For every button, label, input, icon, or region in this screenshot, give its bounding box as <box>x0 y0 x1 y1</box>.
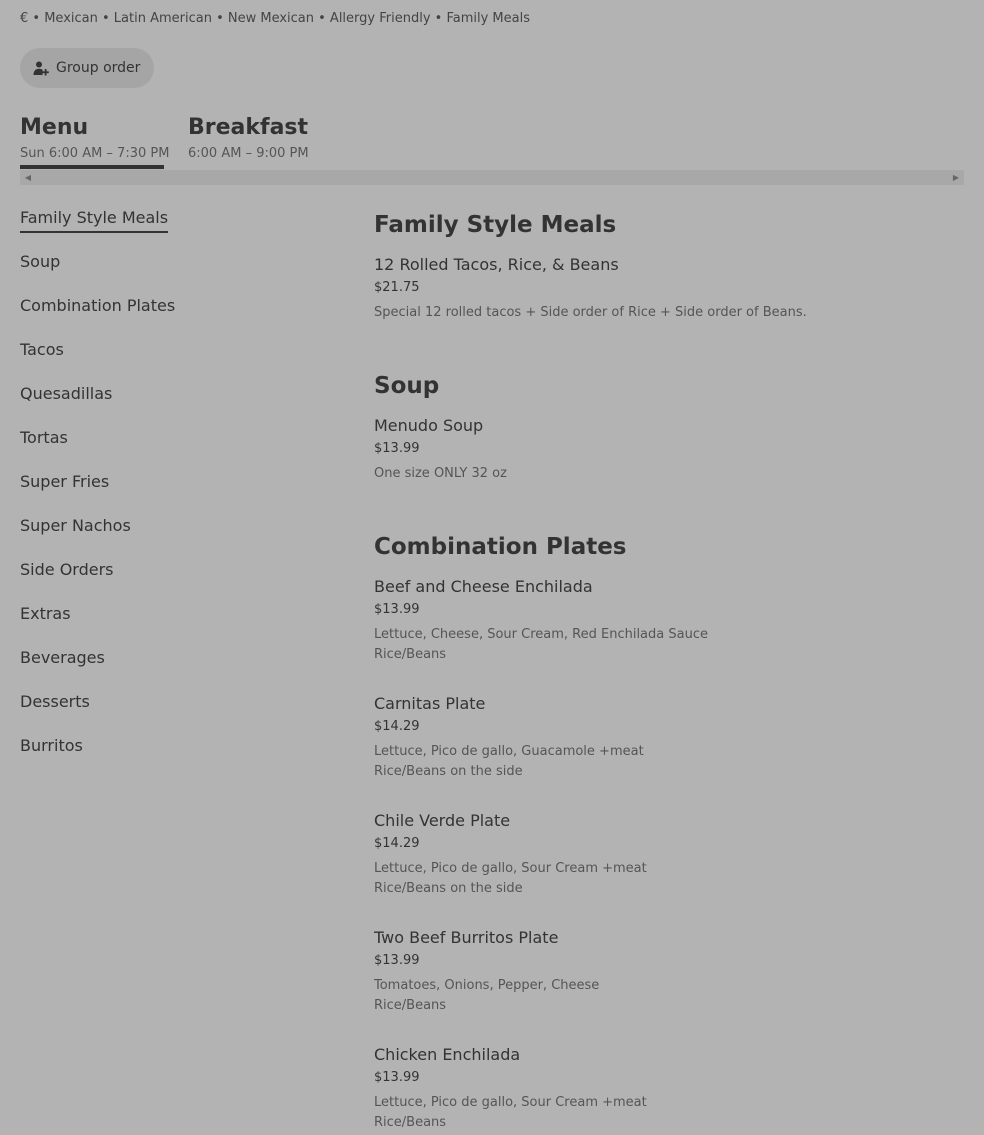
group-order-button[interactable] <box>20 48 154 88</box>
sidebar-item-burritos[interactable] <box>20 734 320 778</box>
sidebar-item-super-nachos[interactable] <box>20 514 320 558</box>
menu-content <box>374 210 964 1133</box>
sidebar-item-beverages[interactable] <box>20 646 320 690</box>
sidebar-item-label: Extras <box>20 604 71 623</box>
menu-item-description: Tomatoes, Onions, Pepper, Cheese Rice/Beans <box>374 978 600 1013</box>
menu-item-name: Two Beef Burritos Plate <box>374 928 559 947</box>
menu-item-price: $13.99 <box>374 441 420 456</box>
menu-item[interactable] <box>374 1044 964 1133</box>
sidebar-item-label: Side Orders <box>20 560 114 579</box>
menu-item-description: Lettuce, Cheese, Sour Cream, Red Enchilada Sauce Rice/Beans <box>374 627 708 662</box>
menu-item-price: $14.29 <box>374 719 420 734</box>
menu-item[interactable] <box>374 927 964 1016</box>
scroll-right-arrow-icon[interactable]: ▶ <box>952 173 960 182</box>
section-combination-plates <box>374 532 964 1133</box>
section-title: Family Style Meals <box>374 212 617 238</box>
menu-item-name: Chile Verde Plate <box>374 811 511 830</box>
menu-item[interactable] <box>374 693 964 782</box>
tab-breakfast[interactable] <box>188 114 309 161</box>
menu-item-price: $13.99 <box>374 953 420 968</box>
menu-item-description: Special 12 rolled tacos + Side order of Rice + Side order of Beans. <box>374 305 807 320</box>
sidebar-item-extras[interactable] <box>20 602 320 646</box>
section-title: Soup <box>374 373 440 399</box>
menu-item-price: $13.99 <box>374 602 420 617</box>
sidebar-item-quesadillas[interactable] <box>20 382 320 426</box>
tab-menu[interactable] <box>20 114 169 161</box>
section-family-style-meals <box>374 210 964 323</box>
menu-item-name: 12 Rolled Tacos, Rice, & Beans <box>374 255 619 274</box>
sidebar-item-label: Super Fries <box>20 472 110 491</box>
category-sidebar <box>20 206 320 778</box>
menu-item-description: Lettuce, Pico de gallo, Guacamole +meat Rice/Beans on the side <box>374 744 644 779</box>
sidebar-item-label: Tacos <box>20 340 64 359</box>
sidebar-item-label: Soup <box>20 252 61 271</box>
sidebar-item-label: Beverages <box>20 648 105 667</box>
menu-item[interactable] <box>374 576 964 665</box>
menu-item-name: Beef and Cheese Enchilada <box>374 577 593 596</box>
sidebar-item-soup[interactable] <box>20 250 320 294</box>
sidebar-item-label: Burritos <box>20 736 83 755</box>
menu-item-description: Lettuce, Pico de gallo, Sour Cream +meat Rice/Beans <box>374 1095 647 1130</box>
menu-item-price: $13.99 <box>374 1070 420 1085</box>
menu-item[interactable] <box>374 810 964 899</box>
sidebar-item-family-style-meals[interactable] <box>20 206 320 250</box>
menu-item-name: Chicken Enchilada <box>374 1045 521 1064</box>
sidebar-item-desserts[interactable] <box>20 690 320 734</box>
sidebar-item-label: Tortas <box>20 428 68 447</box>
sidebar-item-tacos[interactable] <box>20 338 320 382</box>
sidebar-item-combination-plates[interactable] <box>20 294 320 338</box>
sidebar-item-label: Combination Plates <box>20 296 176 315</box>
group-order-label: Group order <box>56 60 141 76</box>
sidebar-item-tortas[interactable] <box>20 426 320 470</box>
menu-item-description: Lettuce, Pico de gallo, Sour Cream +meat Rice/Beans on the side <box>374 861 647 896</box>
scroll-left-arrow-icon[interactable]: ◀ <box>24 173 32 182</box>
add-person-icon <box>32 59 50 77</box>
menu-item-price: $21.75 <box>374 280 420 295</box>
menu-item-price: $14.29 <box>374 836 420 851</box>
sidebar-item-side-orders[interactable] <box>20 558 320 602</box>
tab-breakfast-title: Breakfast <box>188 115 309 140</box>
menu-item[interactable] <box>374 415 964 484</box>
section-title: Combination Plates <box>374 534 627 560</box>
sidebar-item-label: Quesadillas <box>20 384 113 403</box>
cuisine-tagline: € • Mexican • Latin American • New Mexican • Allergy Friendly • Family Meals <box>20 11 530 26</box>
sidebar-item-label: Desserts <box>20 692 90 711</box>
menu-item-name: Menudo Soup <box>374 416 484 435</box>
menu-item-description: One size ONLY 32 oz <box>374 466 507 481</box>
tabs-horizontal-scrollbar[interactable] <box>20 170 964 185</box>
tab-breakfast-hours: 6:00 AM – 9:00 PM <box>188 146 309 161</box>
sidebar-item-label: Family Style Meals <box>20 206 168 233</box>
tab-menu-hours: Sun 6:00 AM – 7:30 PM <box>20 146 170 161</box>
tab-menu-title: Menu <box>20 115 89 140</box>
menu-item-name: Carnitas Plate <box>374 694 486 713</box>
menu-item[interactable] <box>374 254 964 323</box>
active-tab-indicator <box>20 165 164 169</box>
sidebar-item-super-fries[interactable] <box>20 470 320 514</box>
sidebar-item-label: Super Nachos <box>20 516 131 535</box>
section-soup <box>374 371 964 484</box>
